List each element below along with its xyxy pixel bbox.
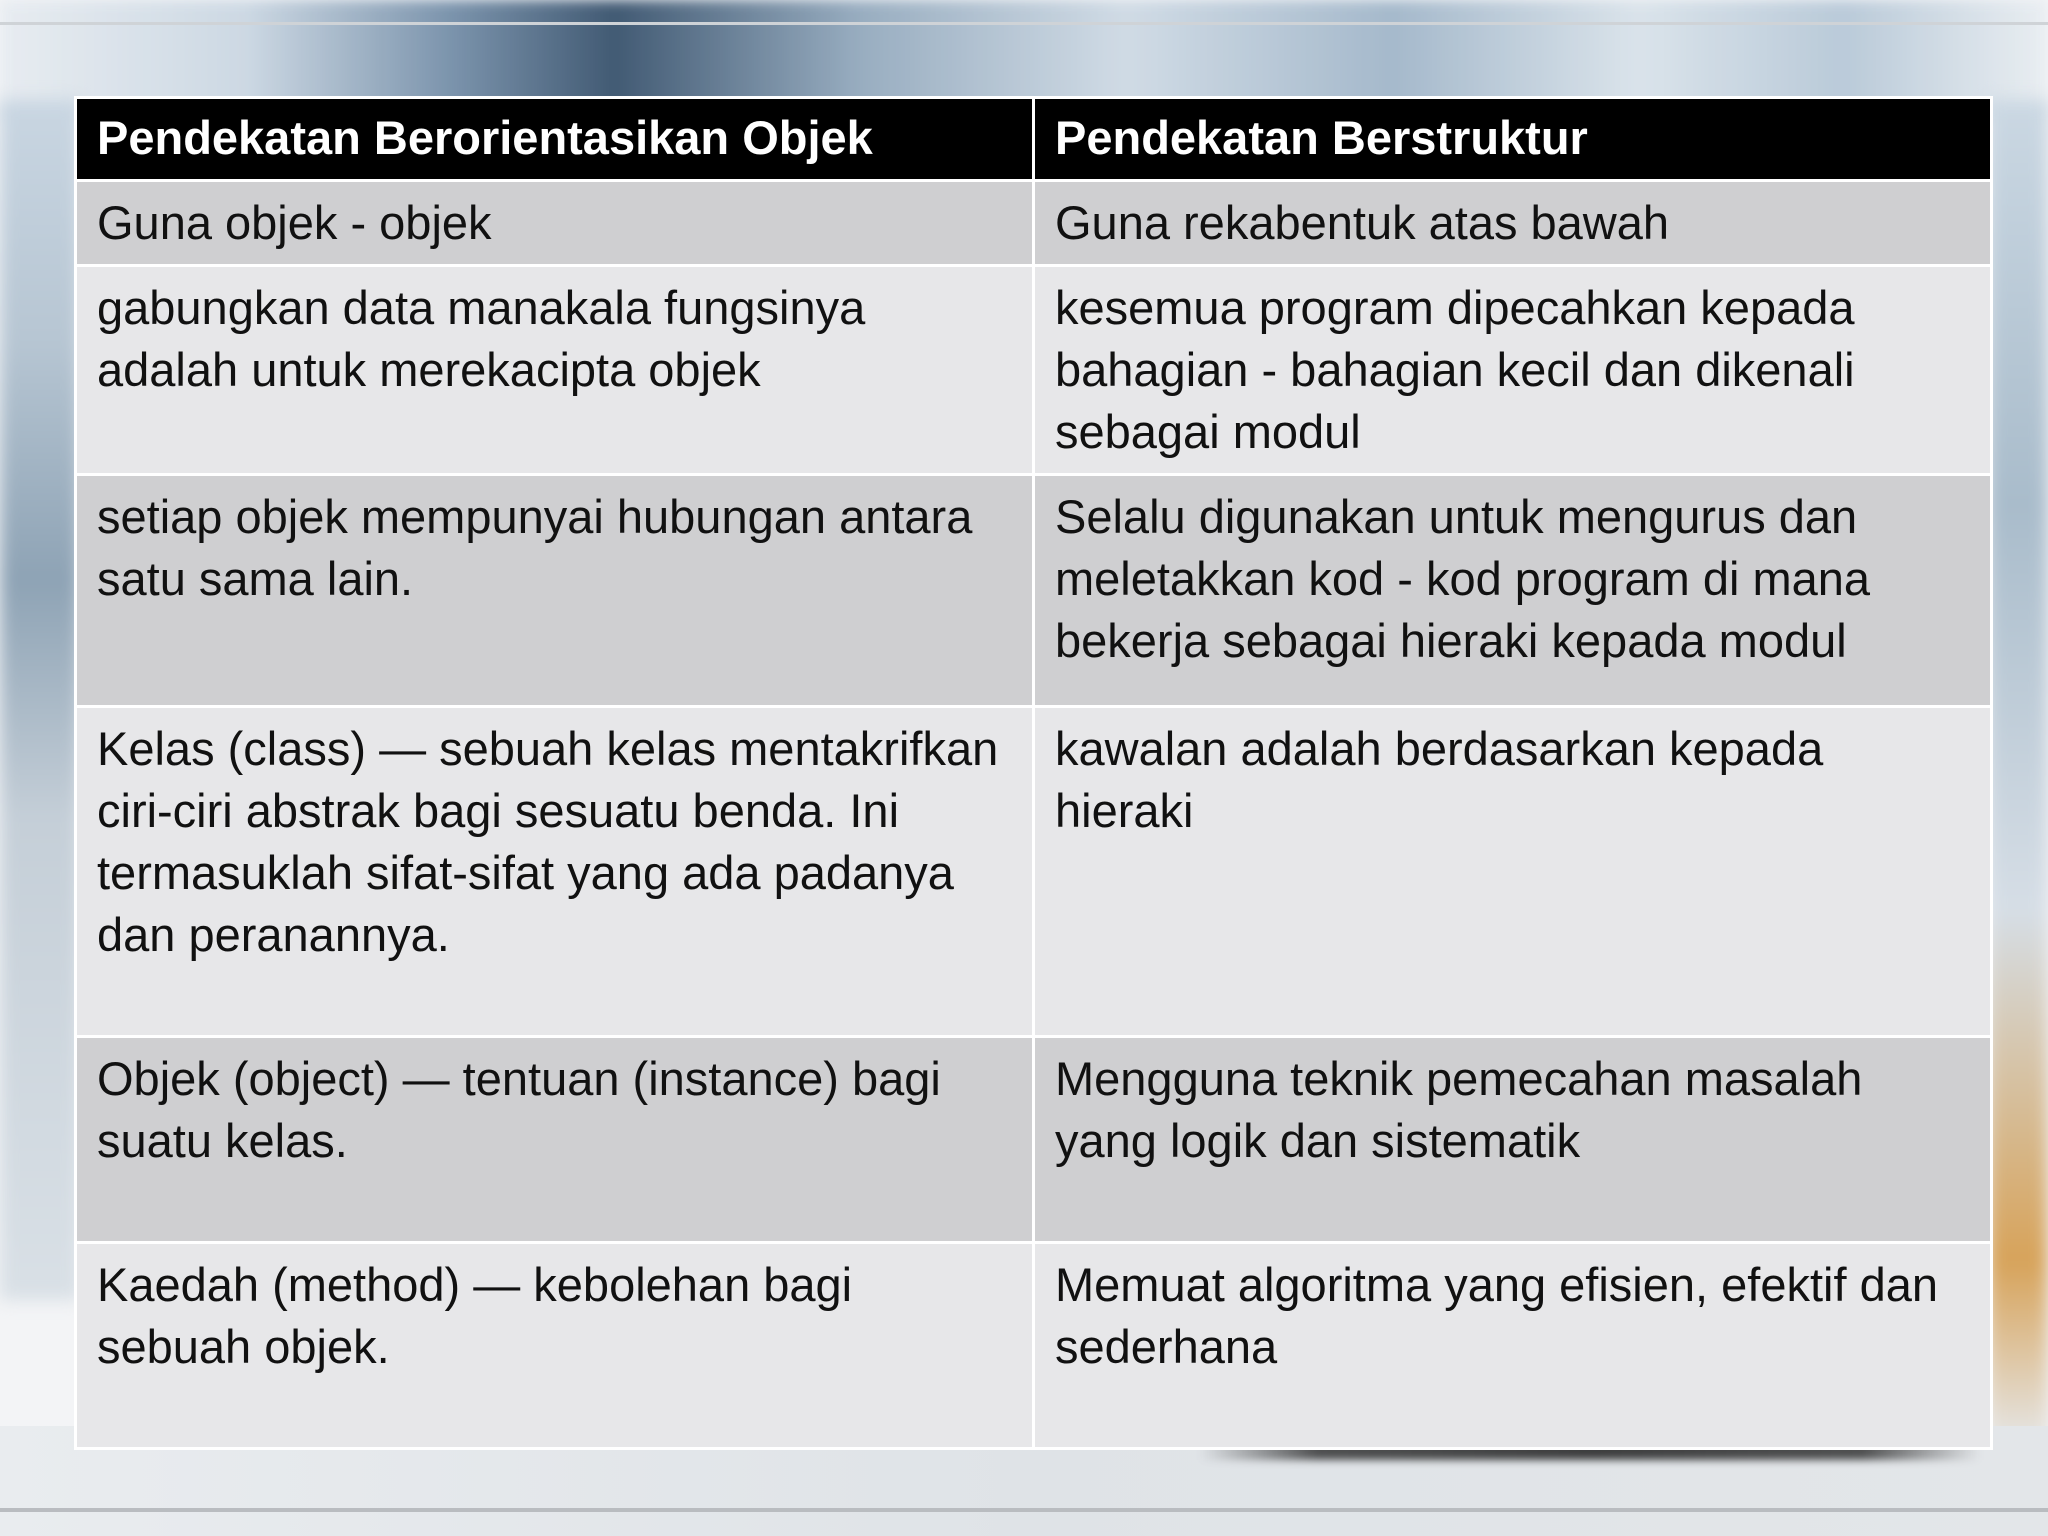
cell-structured: Selalu digunakan untuk mengurus dan meletakkan kod - kod program di mana bekerja sebagai hieraki kepada modul (1034, 475, 1992, 707)
background-photo-left (0, 100, 80, 1300)
cell-structured: Mengguna teknik pemecahan masalah yang logik dan sistematik (1034, 1037, 1992, 1243)
cell-oop: gabungkan data manakala fungsinya adalah untuk merekacipta objek (76, 266, 1034, 475)
header-oop: Pendekatan Berorientasikan Objek (76, 98, 1034, 181)
cell-oop: Kelas (class) — sebuah kelas mentakrifkan ciri-ciri abstrak bagi sesuatu benda. Ini termasuklah sifat-sifat yang ada padanya dan peranannya. (76, 707, 1034, 1037)
cell-oop: Guna objek - objek (76, 181, 1034, 266)
comparison-table (74, 96, 1993, 1450)
cell-oop: Objek (object) — tentuan (instance) bagi suatu kelas. (76, 1037, 1034, 1243)
cell-structured: kesemua program dipecahkan kepada bahagian - bahagian kecil dan dikenali sebagai modul (1034, 266, 1992, 475)
table-row (76, 266, 1992, 475)
cell-oop: Kaedah (method) — kebolehan bagi sebuah objek. (76, 1243, 1034, 1449)
table-row (76, 1037, 1992, 1243)
header-structured: Pendekatan Berstruktur (1034, 98, 1992, 181)
table-header-row (76, 98, 1992, 181)
background-photo-right (1988, 100, 2048, 1450)
cell-structured: Memuat algoritma yang efisien, efektif dan sederhana (1034, 1243, 1992, 1449)
frame-line-bottom (0, 1508, 2048, 1512)
frame-line-top (0, 22, 2048, 25)
cell-structured: kawalan adalah berdasarkan kepada hieraki (1034, 707, 1992, 1037)
table-row (76, 475, 1992, 707)
table-row (76, 181, 1992, 266)
table-row (76, 707, 1992, 1037)
cell-structured: Guna rekabentuk atas bawah (1034, 181, 1992, 266)
cell-oop: setiap objek mempunyai hubungan antara satu sama lain. (76, 475, 1034, 707)
table-row (76, 1243, 1992, 1449)
